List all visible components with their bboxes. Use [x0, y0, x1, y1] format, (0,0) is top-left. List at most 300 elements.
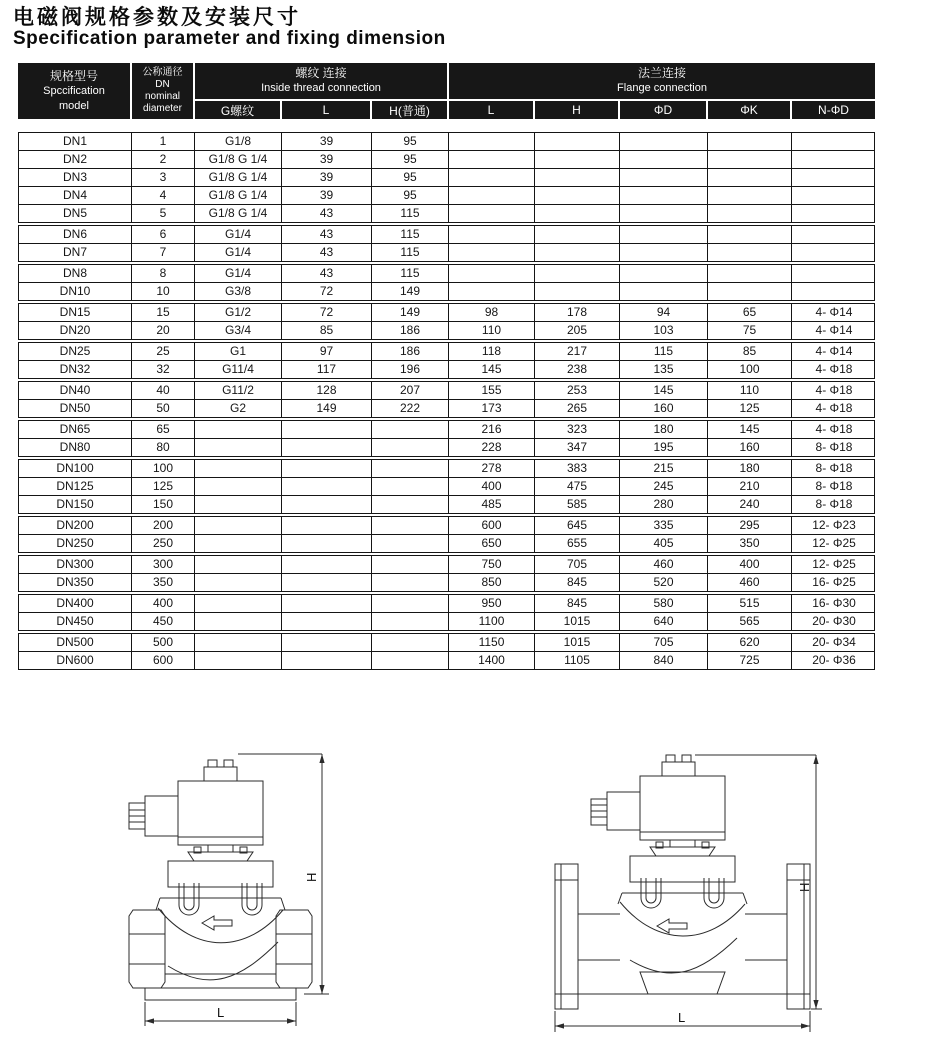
cell-g — [194, 496, 281, 513]
cell-l: 85 — [281, 322, 371, 339]
cell-h: 115 — [371, 244, 448, 261]
table-row-DN32 — [19, 360, 874, 378]
cell-nd: 8- Φ18 — [791, 460, 876, 477]
cell-dn: 20 — [131, 322, 194, 339]
cell-fl — [448, 133, 534, 150]
cell-model: DN400 — [56, 596, 94, 610]
table-header — [18, 63, 875, 119]
cell-nd — [791, 226, 876, 243]
cell-fk — [707, 205, 791, 222]
cell-model: DN150 — [56, 497, 94, 511]
cell-fd: 460 — [619, 556, 707, 573]
header-dn-en2: diameter — [143, 103, 182, 114]
cell-h: 115 — [371, 205, 448, 222]
cell-fl: 600 — [448, 517, 534, 534]
cell-fl: 850 — [448, 574, 534, 591]
cell-fd — [619, 133, 707, 150]
row-group — [18, 381, 875, 418]
cell-l: 43 — [281, 205, 371, 222]
cell-l — [281, 421, 371, 438]
cell-fk — [707, 265, 791, 282]
table-row-DN15 — [19, 304, 874, 321]
cell-model: DN200 — [56, 518, 94, 532]
row-group — [18, 555, 875, 592]
cell-fd: 180 — [619, 421, 707, 438]
cell-fd — [619, 169, 707, 186]
cell-nd: 4- Φ18 — [791, 382, 876, 399]
cell-h: 149 — [371, 283, 448, 300]
cell-model: DN600 — [56, 653, 94, 667]
cell-dn: 3 — [131, 169, 194, 186]
cell-nd: 20- Φ36 — [791, 652, 876, 669]
cell-h: 95 — [371, 169, 448, 186]
cell-fd: 115 — [619, 343, 707, 360]
cell-g: G1/8 G 1/4 — [194, 169, 281, 186]
table-row-DN2 — [19, 150, 874, 168]
cell-l — [281, 634, 371, 651]
cell-fk: 460 — [707, 574, 791, 591]
cell-fd: 135 — [619, 361, 707, 378]
cell-fh: 845 — [534, 595, 619, 612]
cell-fh: 323 — [534, 421, 619, 438]
cell-fh: 655 — [534, 535, 619, 552]
cell-nd: 12- Φ25 — [791, 556, 876, 573]
cell-fd: 580 — [619, 595, 707, 612]
cell-fh — [534, 187, 619, 204]
cell-fh — [534, 169, 619, 186]
cell-g: G1/8 G 1/4 — [194, 151, 281, 168]
cell-nd — [791, 283, 876, 300]
cell-dn: 1 — [131, 133, 194, 150]
cell-fl — [448, 283, 534, 300]
table-row-DN10 — [19, 282, 874, 300]
row-group — [18, 264, 875, 301]
cell-dn: 150 — [131, 496, 194, 513]
cell-model: DN5 — [62, 206, 87, 220]
header-thread-en: Inside thread connection — [261, 82, 381, 94]
cell-nd: 4- Φ18 — [791, 400, 876, 417]
cell-l: 43 — [281, 226, 371, 243]
flanged-valve-figure — [545, 742, 825, 1042]
cell-l — [281, 496, 371, 513]
cell-fl: 1100 — [448, 613, 534, 630]
row-group — [18, 420, 875, 457]
cell-l: 39 — [281, 151, 371, 168]
cell-g: G1/8 — [194, 133, 281, 150]
cell-fk: 110 — [707, 382, 791, 399]
row-group — [18, 303, 875, 340]
cell-g — [194, 421, 281, 438]
cell-h: 149 — [371, 304, 448, 321]
cell-fd: 103 — [619, 322, 707, 339]
header-sub-flange-h: H — [533, 99, 618, 119]
cell-model: DN32 — [59, 362, 91, 376]
cell-fd — [619, 283, 707, 300]
cell-nd — [791, 265, 876, 282]
cell-dn: 7 — [131, 244, 194, 261]
cell-fk: 75 — [707, 322, 791, 339]
cell-l: 149 — [281, 400, 371, 417]
cell-fl: 118 — [448, 343, 534, 360]
cell-l: 43 — [281, 244, 371, 261]
cell-l: 72 — [281, 304, 371, 321]
cell-l — [281, 595, 371, 612]
cell-dn: 300 — [131, 556, 194, 573]
cell-model: DN350 — [56, 575, 94, 589]
table-row-DN125 — [19, 477, 874, 495]
cell-fk: 210 — [707, 478, 791, 495]
header-flange-group — [447, 63, 875, 99]
cell-g: G1/4 — [194, 265, 281, 282]
cell-fl: 400 — [448, 478, 534, 495]
cell-nd: 4- Φ18 — [791, 361, 876, 378]
cell-fd: 335 — [619, 517, 707, 534]
cell-fh: 265 — [534, 400, 619, 417]
cell-fh: 1015 — [534, 613, 619, 630]
row-group — [18, 516, 875, 553]
cell-g — [194, 574, 281, 591]
cell-nd — [791, 205, 876, 222]
cell-fh: 383 — [534, 460, 619, 477]
cell-l — [281, 439, 371, 456]
header-dn-en1: nominal — [144, 91, 181, 102]
cell-fk: 180 — [707, 460, 791, 477]
table-row-DN500 — [19, 634, 874, 651]
cell-nd: 8- Φ18 — [791, 496, 876, 513]
cell-h: 95 — [371, 187, 448, 204]
cell-fk: 160 — [707, 439, 791, 456]
cell-fh: 217 — [534, 343, 619, 360]
cell-fh — [534, 205, 619, 222]
cell-model: DN80 — [59, 440, 91, 454]
cell-dn: 2 — [131, 151, 194, 168]
cell-g: G1/8 G 1/4 — [194, 187, 281, 204]
cell-g — [194, 460, 281, 477]
cell-h — [371, 574, 448, 591]
cell-fd: 705 — [619, 634, 707, 651]
cell-fh: 475 — [534, 478, 619, 495]
cell-l: 43 — [281, 265, 371, 282]
table-row-DN6 — [19, 226, 874, 243]
cell-fd: 160 — [619, 400, 707, 417]
cell-fh: 178 — [534, 304, 619, 321]
cell-dn: 4 — [131, 187, 194, 204]
cell-fk: 65 — [707, 304, 791, 321]
cell-fd: 405 — [619, 535, 707, 552]
cell-dn: 5 — [131, 205, 194, 222]
header-flange-en: Flange connection — [617, 82, 707, 94]
cell-model: DN500 — [56, 635, 94, 649]
cell-fd: 195 — [619, 439, 707, 456]
cell-model: DN3 — [62, 170, 87, 184]
cell-dn: 250 — [131, 535, 194, 552]
cell-g — [194, 613, 281, 630]
cell-model: DN50 — [59, 401, 91, 415]
cell-fl — [448, 169, 534, 186]
cell-l — [281, 478, 371, 495]
cell-fd: 245 — [619, 478, 707, 495]
row-group — [18, 132, 875, 223]
cell-h — [371, 556, 448, 573]
cell-dn: 200 — [131, 517, 194, 534]
cell-fh: 1105 — [534, 652, 619, 669]
cell-model: DN15 — [59, 305, 91, 319]
cell-fl: 650 — [448, 535, 534, 552]
cell-model: DN6 — [62, 227, 87, 241]
cell-fh: 1015 — [534, 634, 619, 651]
cell-l — [281, 460, 371, 477]
threaded-valve-figure — [120, 742, 335, 1042]
cell-h: 95 — [371, 133, 448, 150]
cell-fh — [534, 226, 619, 243]
cell-model: DN450 — [56, 614, 94, 628]
cell-nd — [791, 244, 876, 261]
cell-fd: 215 — [619, 460, 707, 477]
cell-model: DN250 — [56, 536, 94, 550]
cell-fh: 253 — [534, 382, 619, 399]
cell-fk: 85 — [707, 343, 791, 360]
cell-g: G2 — [194, 400, 281, 417]
cell-nd — [791, 151, 876, 168]
h-dimension-label: H — [304, 872, 319, 882]
header-sub-thread-h: H(普通) — [370, 99, 447, 119]
cell-dn: 450 — [131, 613, 194, 630]
cell-fk: 125 — [707, 400, 791, 417]
cell-fd: 520 — [619, 574, 707, 591]
cell-fd: 280 — [619, 496, 707, 513]
cell-dn: 65 — [131, 421, 194, 438]
cell-l: 117 — [281, 361, 371, 378]
cell-fk: 295 — [707, 517, 791, 534]
cell-h — [371, 517, 448, 534]
cell-fl — [448, 226, 534, 243]
cell-h — [371, 634, 448, 651]
cell-fl — [448, 187, 534, 204]
header-model — [18, 63, 130, 119]
cell-fh: 585 — [534, 496, 619, 513]
cell-h — [371, 421, 448, 438]
l-dimension-label: L — [678, 1010, 686, 1025]
header-flange-zh: 法兰连接 — [637, 66, 686, 80]
cell-dn: 15 — [131, 304, 194, 321]
cell-l: 39 — [281, 133, 371, 150]
cell-l — [281, 556, 371, 573]
cell-model: DN1 — [62, 134, 87, 148]
cell-h — [371, 478, 448, 495]
cell-fh: 238 — [534, 361, 619, 378]
cell-fk — [707, 187, 791, 204]
cell-fh — [534, 133, 619, 150]
cell-fl: 1400 — [448, 652, 534, 669]
cell-g — [194, 556, 281, 573]
cell-g — [194, 595, 281, 612]
cell-fh — [534, 244, 619, 261]
cell-model: DN25 — [59, 344, 91, 358]
cell-nd: 16- Φ30 — [791, 595, 876, 612]
cell-g: G1/8 G 1/4 — [194, 205, 281, 222]
h-dimension-label: H — [797, 882, 812, 892]
cell-g — [194, 478, 281, 495]
cell-dn: 25 — [131, 343, 194, 360]
header-sub-flange-l: L — [447, 99, 533, 119]
cell-fd: 94 — [619, 304, 707, 321]
table-row-DN450 — [19, 612, 874, 630]
cell-h — [371, 439, 448, 456]
cell-model: DN4 — [62, 188, 87, 202]
cell-dn: 10 — [131, 283, 194, 300]
cell-fd — [619, 265, 707, 282]
cell-fk: 515 — [707, 595, 791, 612]
cell-g: G3/4 — [194, 322, 281, 339]
cell-fd: 640 — [619, 613, 707, 630]
table-row-DN80 — [19, 438, 874, 456]
header-thread-group — [193, 63, 447, 99]
cell-fk: 725 — [707, 652, 791, 669]
cell-fh — [534, 151, 619, 168]
table-row-DN200 — [19, 517, 874, 534]
cell-h: 186 — [371, 343, 448, 360]
cell-h: 196 — [371, 361, 448, 378]
cell-fl: 278 — [448, 460, 534, 477]
header-model-en: Spccification — [43, 84, 105, 97]
table-body — [18, 132, 875, 670]
cell-model: DN40 — [59, 383, 91, 397]
cell-g — [194, 517, 281, 534]
header-sub-gthread: G螺纹 — [193, 99, 280, 119]
cell-fd — [619, 187, 707, 204]
cell-dn: 8 — [131, 265, 194, 282]
table-row-DN4 — [19, 186, 874, 204]
cell-h: 115 — [371, 265, 448, 282]
table-row-DN65 — [19, 421, 874, 438]
cell-model: DN300 — [56, 557, 94, 571]
cell-l: 39 — [281, 187, 371, 204]
table-row-DN5 — [19, 204, 874, 222]
header-model-en2: model — [59, 99, 89, 112]
cell-fl: 950 — [448, 595, 534, 612]
cell-fk — [707, 244, 791, 261]
cell-fk: 620 — [707, 634, 791, 651]
cell-fl — [448, 244, 534, 261]
cell-l — [281, 574, 371, 591]
cell-l — [281, 613, 371, 630]
cell-fl: 1150 — [448, 634, 534, 651]
cell-fd — [619, 244, 707, 261]
header-dn-zh: 公称通径 — [142, 67, 183, 78]
cell-dn: 100 — [131, 460, 194, 477]
cell-g — [194, 535, 281, 552]
cell-l — [281, 535, 371, 552]
cell-fh: 347 — [534, 439, 619, 456]
cell-g: G1/2 — [194, 304, 281, 321]
cell-h — [371, 535, 448, 552]
cell-g: G1/4 — [194, 244, 281, 261]
cell-l: 72 — [281, 283, 371, 300]
cell-model: DN10 — [59, 284, 91, 298]
cell-nd — [791, 187, 876, 204]
cell-fd — [619, 151, 707, 168]
cell-g: G3/8 — [194, 283, 281, 300]
cell-nd — [791, 169, 876, 186]
cell-fl: 98 — [448, 304, 534, 321]
cell-fl: 750 — [448, 556, 534, 573]
cell-fl: 173 — [448, 400, 534, 417]
cell-dn: 600 — [131, 652, 194, 669]
cell-g — [194, 634, 281, 651]
cell-dn: 500 — [131, 634, 194, 651]
cell-nd: 8- Φ18 — [791, 439, 876, 456]
cell-l — [281, 652, 371, 669]
header-sub-flange-d: ΦD — [618, 99, 706, 119]
table-row-DN250 — [19, 534, 874, 552]
header-sub-flange-nd: N-ΦD — [790, 99, 875, 119]
cell-nd: 12- Φ25 — [791, 535, 876, 552]
table-row-DN300 — [19, 556, 874, 573]
cell-fl: 216 — [448, 421, 534, 438]
cell-fl: 485 — [448, 496, 534, 513]
cell-h: 222 — [371, 400, 448, 417]
table-row-DN20 — [19, 321, 874, 339]
cell-fd — [619, 205, 707, 222]
cell-fh: 645 — [534, 517, 619, 534]
cell-l: 97 — [281, 343, 371, 360]
table-row-DN8 — [19, 265, 874, 282]
table-row-DN150 — [19, 495, 874, 513]
cell-dn: 32 — [131, 361, 194, 378]
cell-fl: 145 — [448, 361, 534, 378]
page-title-en: Specification parameter and fixing dimension — [13, 28, 446, 49]
cell-h: 207 — [371, 382, 448, 399]
cell-l: 39 — [281, 169, 371, 186]
cell-nd: 4- Φ14 — [791, 343, 876, 360]
cell-fk: 100 — [707, 361, 791, 378]
cell-fd: 840 — [619, 652, 707, 669]
cell-l: 128 — [281, 382, 371, 399]
cell-fh: 205 — [534, 322, 619, 339]
cell-fl: 155 — [448, 382, 534, 399]
cell-dn: 125 — [131, 478, 194, 495]
cell-fd — [619, 226, 707, 243]
cell-model: DN7 — [62, 245, 87, 259]
cell-nd: 20- Φ30 — [791, 613, 876, 630]
cell-fk: 145 — [707, 421, 791, 438]
cell-fl — [448, 265, 534, 282]
cell-fk — [707, 133, 791, 150]
cell-fk: 350 — [707, 535, 791, 552]
cell-model: DN20 — [59, 323, 91, 337]
table-row-DN40 — [19, 382, 874, 399]
cell-nd: 4- Φ14 — [791, 322, 876, 339]
table-row-DN100 — [19, 460, 874, 477]
cell-h — [371, 595, 448, 612]
cell-fk — [707, 226, 791, 243]
cell-nd: 20- Φ34 — [791, 634, 876, 651]
header-sub-thread-l: L — [280, 99, 370, 119]
cell-h: 115 — [371, 226, 448, 243]
table-row-DN600 — [19, 651, 874, 669]
cell-nd — [791, 133, 876, 150]
cell-h — [371, 613, 448, 630]
cell-l — [281, 517, 371, 534]
spec-table — [18, 63, 877, 672]
table-row-DN50 — [19, 399, 874, 417]
cell-dn: 40 — [131, 382, 194, 399]
cell-nd: 8- Φ18 — [791, 478, 876, 495]
table-row-DN3 — [19, 168, 874, 186]
page-title-zh: 电磁阀规格参数及安装尺寸 — [13, 5, 301, 29]
table-row-DN350 — [19, 573, 874, 591]
cell-model: DN65 — [59, 422, 91, 436]
